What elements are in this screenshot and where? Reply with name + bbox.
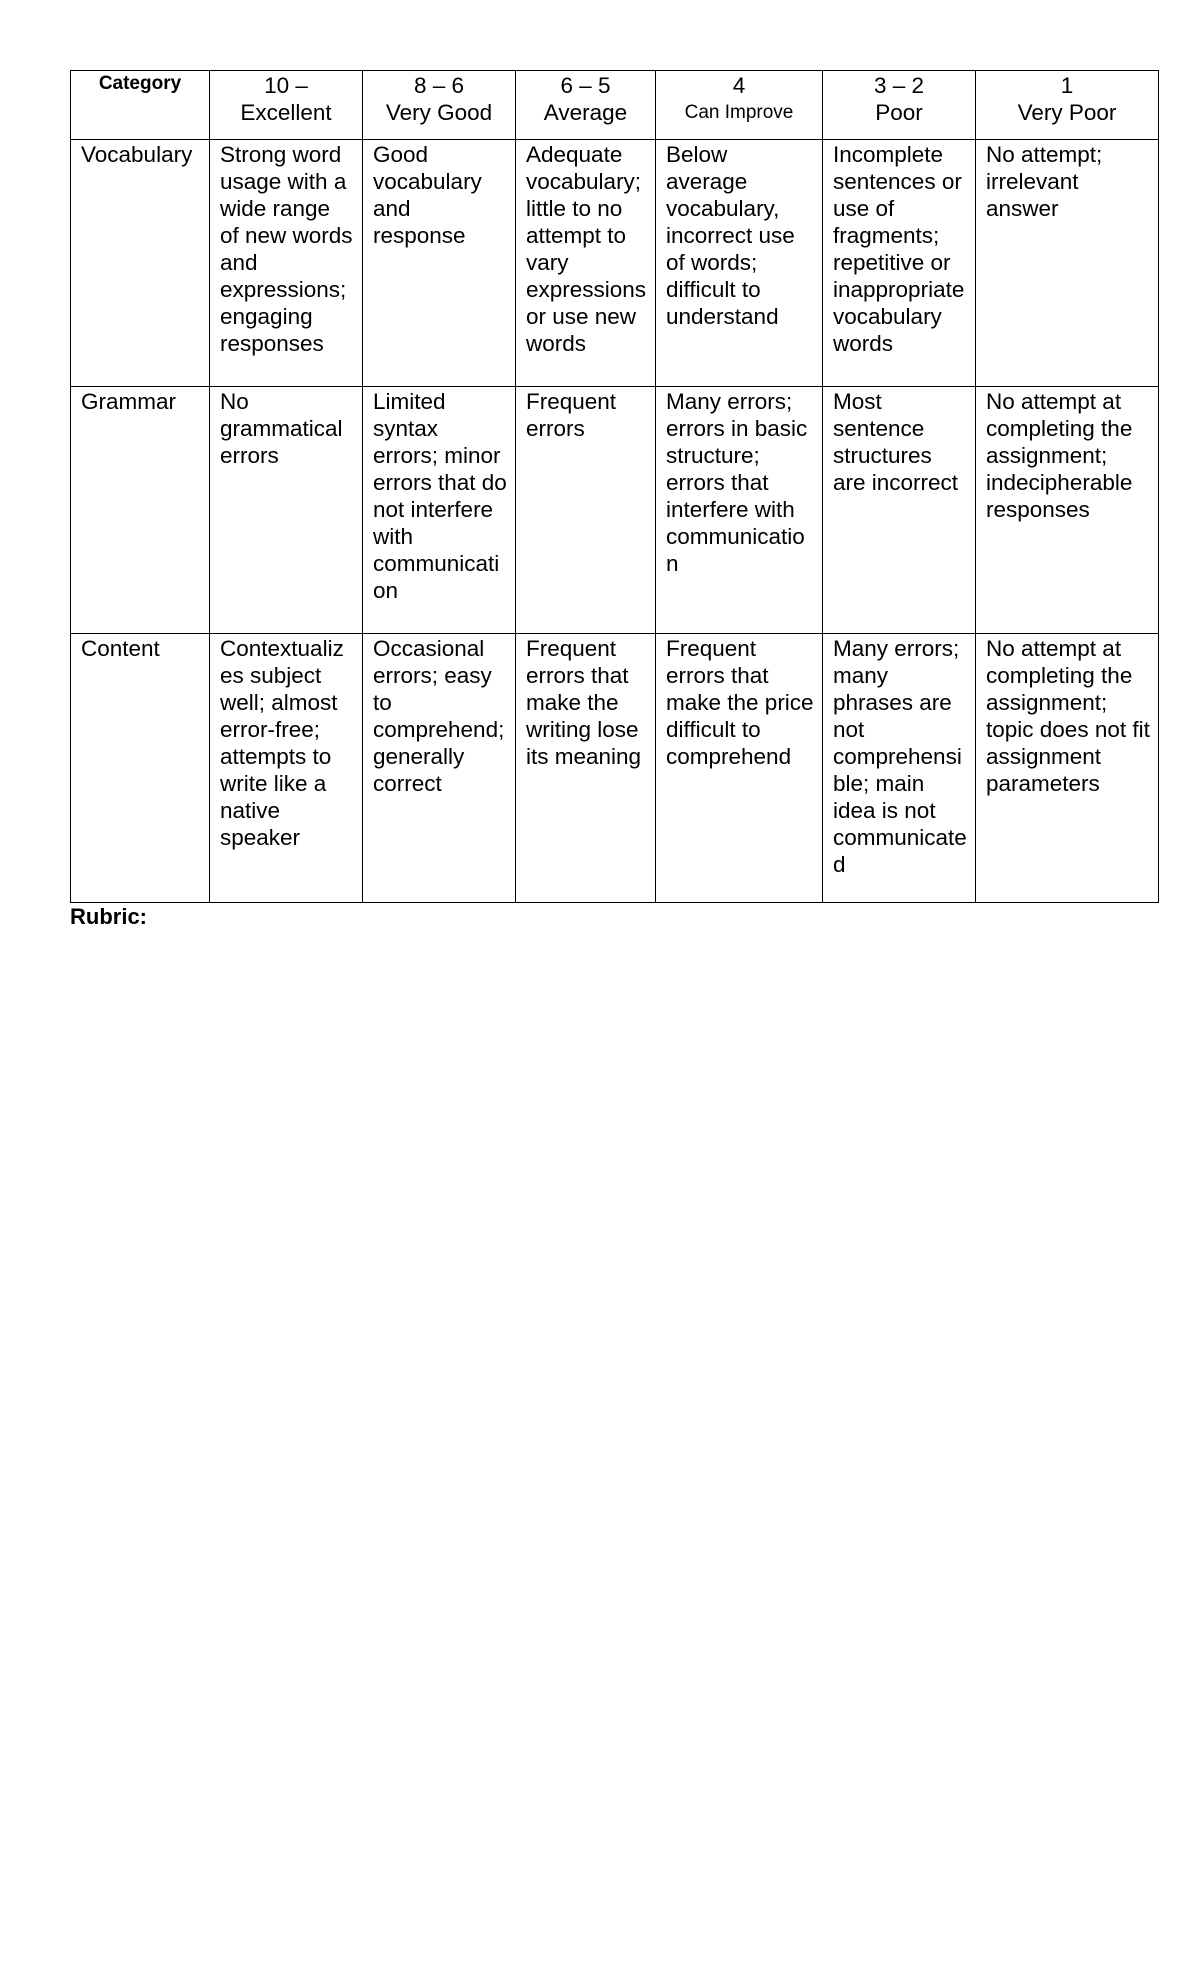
level-label: Can Improve [684,102,794,123]
table-row-grammar [71,387,1159,634]
table-cell: Limited syntax errors; minor errors that do not interfere with communication [363,387,516,634]
level-label: Very Good [385,100,493,125]
level-score: 10 – [264,73,308,98]
table-cell: Occasional errors; easy to comprehend; generally correct [363,634,516,903]
level-score: 8 – 6 [413,73,465,98]
category-header: Category [71,71,210,140]
table-cell: Many errors; errors in basic structure; errors that interfere with communication [656,387,823,634]
table-cell: Below average vocabulary, incorrect use of words; difficult to understand [656,140,823,387]
level-header-average [516,71,656,140]
level-score: 3 – 2 [873,73,925,98]
table-row-content [71,634,1159,903]
table-cell: Adequate vocabulary; little to no attempt to vary expressions or use new words [516,140,656,387]
level-header-very-poor [976,71,1159,140]
row-category-label: Content [71,634,210,903]
level-label: Average [543,100,628,125]
level-label: Excellent [240,100,332,125]
level-score: 1 [1060,73,1074,98]
level-label: Poor [875,100,923,125]
header-row [71,71,1159,140]
table-cell: Strong word usage with a wide range of new words and expressions; engaging responses [210,140,363,387]
table-cell: Frequent errors that make the writing lose its meaning [516,634,656,903]
table-cell: No attempt at completing the assignment; topic does not fit assignment parameters [976,634,1159,903]
rubric-caption: Rubric: [70,904,147,929]
table-cell: Most sentence structures are incorrect [823,387,976,634]
level-header-can-improve [656,71,823,140]
row-category-label: Grammar [71,387,210,634]
table-cell: Many errors; many phrases are not comprehensible; main idea is not communicated [823,634,976,903]
row-category-label: Vocabulary [71,140,210,387]
table-row-vocabulary [71,140,1159,387]
level-label: Very Poor [1017,100,1117,125]
table-cell: Frequent errors [516,387,656,634]
table-cell: Incomplete sentences or use of fragments; repetitive or inappropriate vocabulary words [823,140,976,387]
table-cell: Frequent errors that make the price difficult to comprehend [656,634,823,903]
level-header-very-good [363,71,516,140]
table-cell: No attempt; irrelevant answer [976,140,1159,387]
level-score: 6 – 5 [560,73,611,98]
level-header-poor [823,71,976,140]
table-cell: No attempt at completing the assignment; indecipherable responses [976,387,1159,634]
level-score: 4 [732,73,746,98]
table-cell: No grammatical errors [210,387,363,634]
rubric-table [70,70,1159,903]
level-header-excellent [210,71,363,140]
table-cell: Contextualizes subject well; almost error-free; attempts to write like a native speaker [210,634,363,903]
table-cell: Good vocabulary and response [363,140,516,387]
